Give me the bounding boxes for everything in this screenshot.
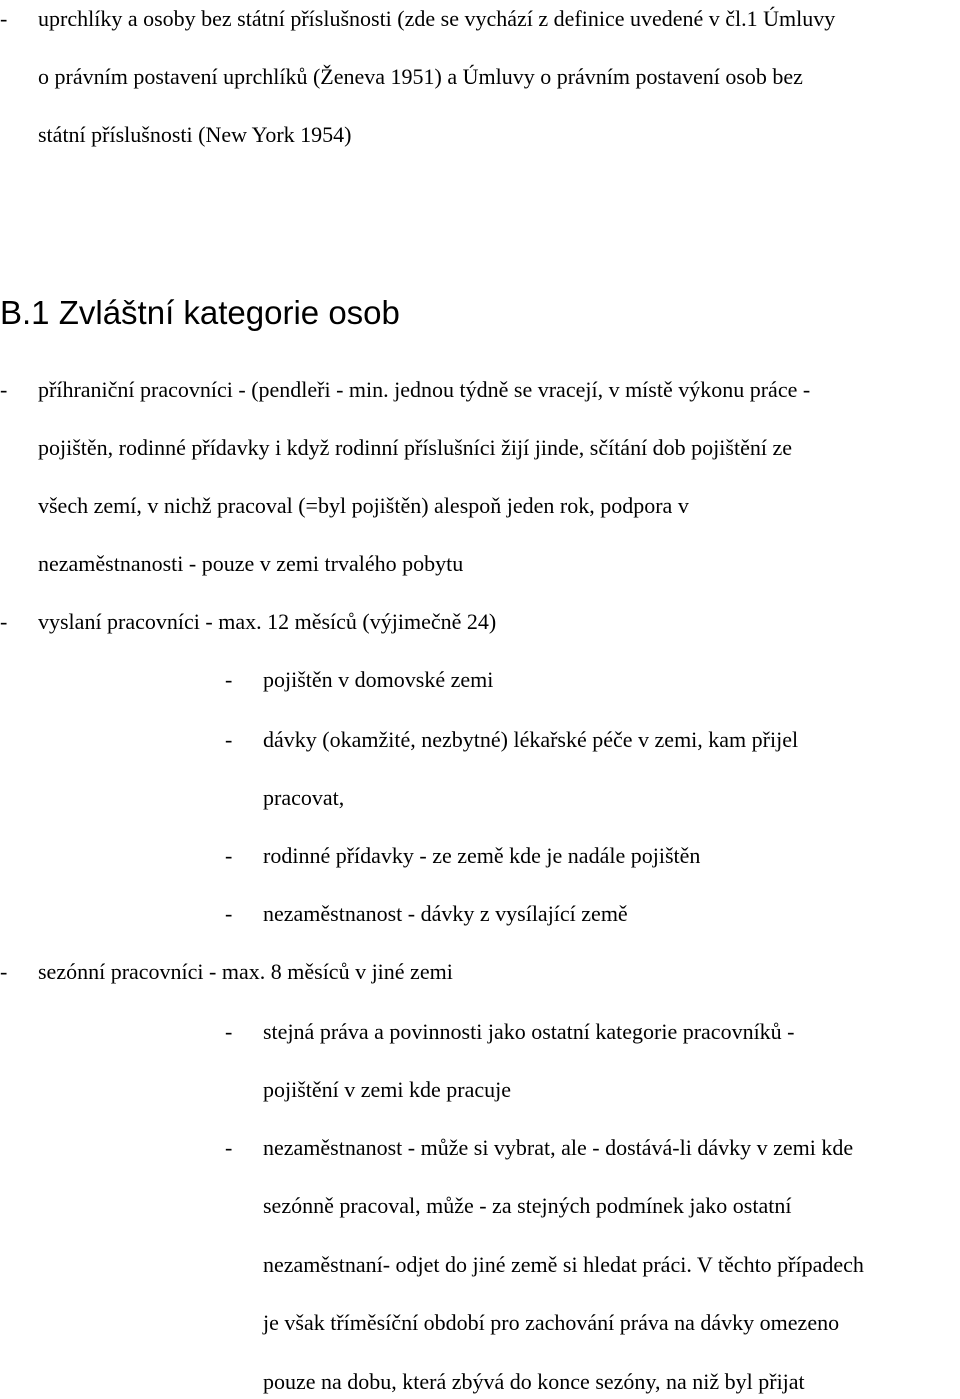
sub-list-item-text: dávky (okamžité, nezbytné) lékařské péče v zemi, kam přijel (263, 727, 799, 752)
sub-list-item-text: pojištěn v domovské zemi (263, 667, 494, 692)
bullet-dash: - (225, 901, 233, 926)
bullet-dash: - (0, 609, 8, 634)
bullet-dash: - (225, 727, 233, 752)
sub-list-item-text: pouze na dobu, která zbývá do konce sezóny, na niž byl přijat (263, 1369, 805, 1394)
sub-list-item-text: stejná práva a povinnosti jako ostatní kategorie pracovníků - (263, 1019, 795, 1044)
list-item-text: vyslaní pracovníci - max. 12 měsíců (výjimečně 24) (38, 609, 497, 634)
sub-list-item-text: rodinné přídavky - ze země kde je nadále pojištěn (263, 843, 701, 868)
list-item-text: o právním postavení uprchlíků (Ženeva 1951) a Úmluvy o právním postavení osob bez (38, 64, 803, 89)
bullet-dash: - (225, 843, 233, 868)
section-heading: B.1 Zvláštní kategorie osob (0, 294, 400, 331)
list-item-text: uprchlíky a osoby bez státní příslušnosti (zde se vychází z definice uvedené v čl.1 Úmluvy (38, 6, 836, 31)
bullet-dash: - (0, 959, 8, 984)
sub-list-item-text: nezaměstnanost - může si vybrat, ale - dostává-li dávky v zemi kde (263, 1135, 854, 1160)
list-item-text: všech zemí, v nichž pracoval (=byl pojištěn) alespoň jeden rok, podpora v (38, 493, 689, 518)
bullet-dash: - (225, 1135, 233, 1160)
sub-list-item-text: nezaměstnaní- odjet do jiné země si hledat práci. V těchto případech (263, 1252, 864, 1277)
bullet-dash: - (225, 667, 233, 692)
list-item-text: sezónní pracovníci - max. 8 měsíců v jiné zemi (38, 959, 453, 984)
sub-list-item-text: sezónně pracoval, může - za stejných podmínek jako ostatní (263, 1193, 792, 1218)
list-item-text: státní příslušnosti (New York 1954) (38, 122, 352, 147)
sub-list-item-text: pojištění v zemi kde pracuje (263, 1077, 512, 1102)
bullet-dash: - (0, 6, 8, 31)
list-item-text: pojištěn, rodinné přídavky i když rodinní příslušníci žijí jinde, sčítání dob pojištění ze (38, 435, 792, 460)
sub-list-item-text: nezaměstnanost - dávky z vysílající země (263, 901, 628, 926)
list-item-text: nezaměstnanosti - pouze v zemi trvalého pobytu (38, 551, 464, 576)
list-item-text: příhraniční pracovníci - (pendleři - min. jednou týdně se vracejí, v místě výkonu práce - (38, 377, 811, 402)
bullet-dash: - (0, 377, 8, 402)
sub-list-item-text: pracovat, (263, 785, 345, 810)
sub-list-item-text: je však tříměsíční období pro zachování práva na dávky omezeno (263, 1310, 840, 1335)
bullet-dash: - (225, 1019, 233, 1044)
